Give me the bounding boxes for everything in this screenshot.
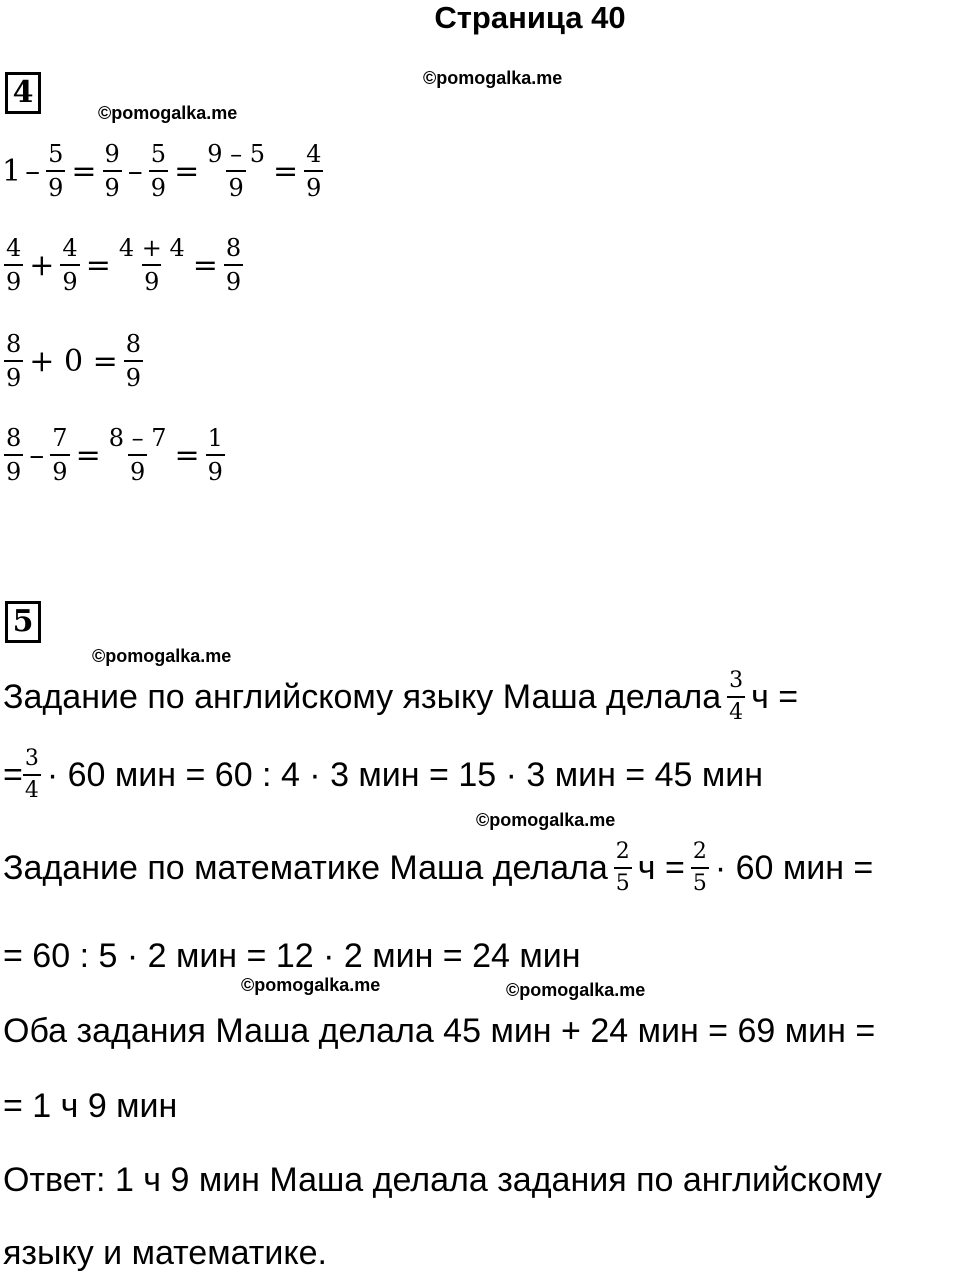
eq-operator: = bbox=[71, 153, 97, 189]
fraction: $\frac{8}{9}$ bbox=[6, 424, 22, 486]
text-span: ч = bbox=[637, 848, 685, 887]
text-line-7: Ответ: 1 ч 9 мин Маша делала задания по английскому bbox=[3, 1161, 882, 1199]
task-number-5: 5 bbox=[5, 601, 41, 643]
text-line-1 bbox=[3, 670, 798, 724]
text-span: ч = bbox=[751, 677, 799, 716]
watermark: ©pomogalka.me bbox=[92, 646, 232, 666]
fraction: $\frac{9}{9}$ bbox=[104, 140, 120, 202]
watermark: ©pomogalka.me bbox=[423, 68, 563, 88]
text-span: Задание по математике Маша делала bbox=[3, 848, 608, 887]
text-line-8: языку и математике. bbox=[3, 1234, 327, 1272]
watermark: ©pomogalka.me bbox=[98, 103, 238, 123]
equation-2 bbox=[2, 236, 245, 294]
fraction: $\frac{8}{9}$ bbox=[125, 330, 141, 392]
page-title: Страница 40 bbox=[434, 0, 626, 35]
text-line-2 bbox=[3, 748, 763, 802]
eq-operator: = bbox=[85, 247, 111, 283]
fraction: $\frac{3}{4}$ bbox=[729, 668, 744, 725]
fraction: $\frac{9 - 5}{9}$ bbox=[207, 140, 266, 202]
eq-operator: = bbox=[174, 437, 200, 473]
text-line-5: Оба задания Маша делала 45 мин + 24 мин = 69 мин = bbox=[3, 1012, 876, 1050]
fraction: $\frac{4}{9}$ bbox=[62, 234, 78, 296]
eq-operator: + bbox=[29, 247, 55, 283]
fraction: $\frac{7}{9}$ bbox=[52, 424, 68, 486]
fraction: $\frac{8 - 7}{9}$ bbox=[108, 424, 167, 486]
fraction: $\frac{1}{9}$ bbox=[207, 424, 223, 486]
eq-number: 1 bbox=[2, 153, 22, 189]
eq-operator: + 0 = bbox=[29, 343, 118, 379]
fraction: $\frac{4}{9}$ bbox=[306, 140, 322, 202]
task-number-4: 4 bbox=[5, 72, 41, 114]
equation-4 bbox=[2, 426, 227, 484]
text-line-4: = 60 : 5 · 2 мин = 12 · 2 мин = 24 мин bbox=[3, 937, 581, 975]
fraction: $\frac{5}{9}$ bbox=[48, 140, 64, 202]
eq-operator: = bbox=[174, 153, 200, 189]
watermark: ©pomogalka.me bbox=[241, 975, 381, 995]
text-span: = bbox=[3, 755, 23, 794]
eq-operator: = bbox=[75, 437, 101, 473]
equation-3 bbox=[2, 332, 145, 390]
watermark: ©pomogalka.me bbox=[476, 810, 616, 830]
eq-operator: – bbox=[127, 153, 143, 189]
text-span: · 60 мин = 60 : 4 · 3 мин = 15 · 3 мин = 45 мин bbox=[46, 755, 764, 794]
text-span: Задание по английскому языку Маша делала bbox=[3, 677, 722, 716]
eq-operator: – bbox=[25, 153, 41, 189]
fraction: $\frac{8}{9}$ bbox=[6, 330, 22, 392]
fraction: $\frac{2}{5}$ bbox=[615, 839, 630, 896]
text-line-3 bbox=[3, 841, 873, 895]
eq-operator: = bbox=[273, 153, 299, 189]
eq-operator: = bbox=[192, 247, 218, 283]
fraction: $\frac{2}{5}$ bbox=[692, 839, 707, 896]
text-line-6: = 1 ч 9 мин bbox=[3, 1087, 178, 1125]
fraction: $\frac{5}{9}$ bbox=[150, 140, 167, 202]
fraction: $\frac{8}{9}$ bbox=[225, 234, 242, 296]
fraction: $\frac{3}{4}$ bbox=[24, 746, 39, 803]
eq-operator: – bbox=[29, 437, 45, 473]
fraction: $\frac{4}{9}$ bbox=[6, 234, 22, 296]
watermark: ©pomogalka.me bbox=[506, 980, 646, 1000]
text-span: · 60 мин = bbox=[714, 848, 874, 887]
equation-1 bbox=[2, 142, 325, 200]
fraction: $\frac{4 + 4}{9}$ bbox=[118, 234, 185, 296]
